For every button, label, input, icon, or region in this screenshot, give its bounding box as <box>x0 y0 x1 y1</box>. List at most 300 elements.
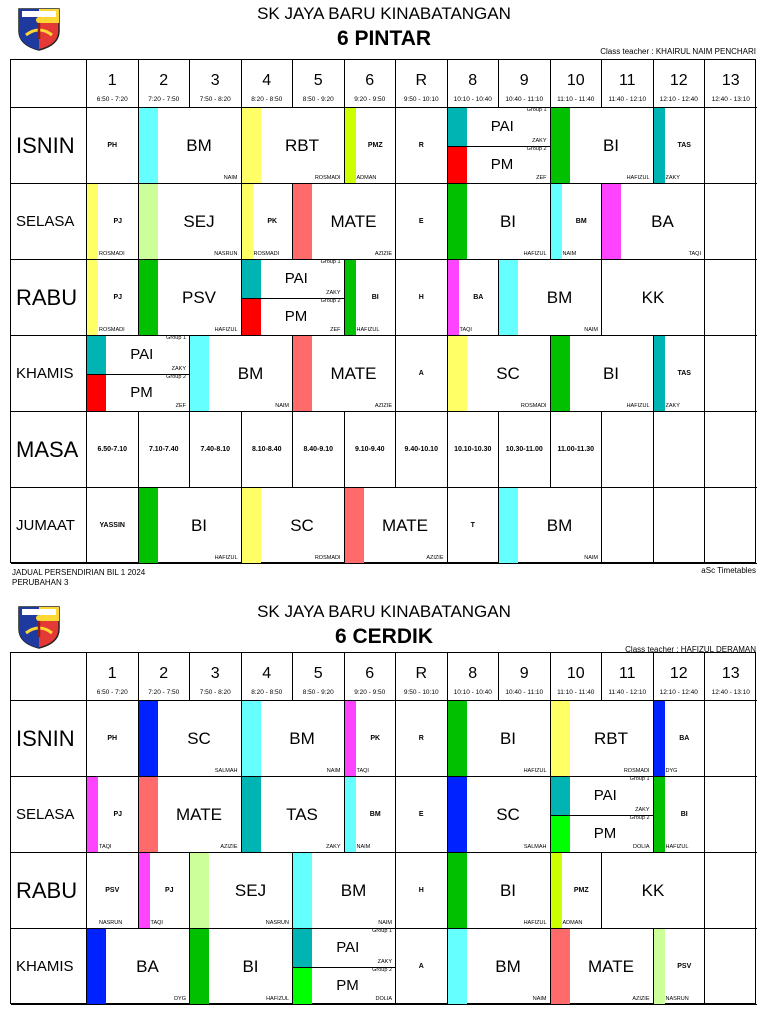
split-lesson-top <box>448 108 550 146</box>
lesson-cell <box>87 260 139 336</box>
school-name: SK JAYA BARU KINABATANGAN <box>257 4 511 23</box>
teacher-name: ROSMADI <box>314 555 341 561</box>
lesson-cell <box>242 184 294 260</box>
teacher-name: ZEF <box>330 327 341 333</box>
teacher-name: ZEF <box>175 403 186 409</box>
period-time: 11:10 - 11:40 <box>557 689 595 696</box>
period-number: 6 <box>365 665 375 682</box>
period-number: 13 <box>721 665 740 682</box>
period-number: 2 <box>159 665 169 682</box>
period-time: 7:50 - 8:20 <box>199 96 231 103</box>
lesson-cell <box>345 701 397 777</box>
teacher-name: NAIM <box>378 920 392 926</box>
teacher-name: SALMAH <box>214 768 238 774</box>
subject-name: SC <box>496 363 520 383</box>
subject-color-bar <box>602 184 621 259</box>
subject-color-bar <box>242 701 261 776</box>
day-label: MASA <box>11 412 87 488</box>
teacher-name: AZIZIE <box>632 996 650 1002</box>
split-lesson-bottom <box>293 967 395 1005</box>
lesson-cell <box>139 184 242 260</box>
subject-name: PM <box>490 156 514 174</box>
subject-name: BI <box>242 956 259 976</box>
teacher-name: NASRUN <box>214 251 238 257</box>
lesson-cell <box>396 701 448 777</box>
subject-color-bar <box>139 184 158 259</box>
subject-name: BI <box>602 363 620 383</box>
period-header <box>139 653 191 701</box>
subject-color-bar <box>448 184 467 259</box>
period-number: 12 <box>669 665 688 682</box>
subject-name: PM <box>130 384 153 402</box>
subject-name: BI <box>499 211 517 231</box>
period-number: 9 <box>519 665 529 682</box>
teacher-name: ZAKY <box>635 806 650 813</box>
teacher-name: HAFIZUL <box>523 251 547 257</box>
teacher-name: ZAKY <box>665 175 680 181</box>
lesson-cell <box>654 929 706 1005</box>
subject-name: PMZ <box>367 142 383 149</box>
lesson-cell <box>654 777 706 853</box>
teacher-name: ADMAN <box>356 175 377 181</box>
lesson-cell <box>87 336 190 412</box>
lesson-cell <box>396 260 448 336</box>
subject-name <box>602 412 653 487</box>
subject-name <box>705 488 757 563</box>
lesson-cell <box>448 184 551 260</box>
lesson-cell <box>602 488 654 564</box>
subject-name: PH <box>107 142 118 149</box>
subject-name: PAI <box>593 787 617 805</box>
teacher-name: NAIM <box>275 403 289 409</box>
lesson-cell <box>87 184 139 260</box>
subject-color-bar <box>551 853 562 928</box>
period-header <box>345 60 397 108</box>
subject-name: BM <box>575 218 587 225</box>
period-header <box>499 653 551 701</box>
subject-color-bar <box>654 929 665 1004</box>
day-label: RABU <box>11 260 87 336</box>
period-time: 10:10 - 10:40 <box>453 96 492 103</box>
lesson-cell <box>448 701 551 777</box>
split-lesson-top <box>293 929 395 967</box>
group-label: Group 2 <box>166 373 186 380</box>
lesson-cell <box>551 184 603 260</box>
subject-name: PAI <box>490 118 514 136</box>
subject-name: 7.40-8.10 <box>200 446 231 453</box>
lesson-cell <box>190 412 242 488</box>
subject-name: BI <box>680 811 688 818</box>
teacher-name: NASRUN <box>99 920 123 926</box>
subject-name: YASSIN <box>99 522 125 529</box>
day-label: JUMAAT <box>11 488 87 564</box>
subject-color-bar <box>139 777 158 852</box>
lesson-cell <box>242 488 345 564</box>
subject-color-bar <box>87 375 106 412</box>
period-time: 11:10 - 11:40 <box>557 96 595 103</box>
subject-name <box>705 260 757 335</box>
teacher-name: HAFIZUL <box>523 768 547 774</box>
teacher-name: ROSMADI <box>314 175 341 181</box>
lesson-cell <box>396 777 448 853</box>
lesson-cell <box>705 260 757 336</box>
lesson-cell <box>396 336 448 412</box>
teacher-name: HAFIZUL <box>214 555 238 561</box>
lesson-cell <box>345 108 397 184</box>
subject-color-bar <box>345 701 356 776</box>
period-header <box>551 60 603 108</box>
lesson-cell <box>705 336 757 412</box>
subject-color-bar <box>551 701 570 776</box>
subject-name: PSV <box>181 287 217 307</box>
lesson-cell <box>602 412 654 488</box>
lesson-cell <box>345 488 448 564</box>
teacher-name: AZIZIE <box>426 555 444 561</box>
subject-name: KK <box>641 880 665 900</box>
lesson-cell <box>551 412 603 488</box>
period-time: 10:10 - 10:40 <box>453 689 492 696</box>
group-label: Group 1 <box>166 336 186 341</box>
subject-color-bar <box>448 777 467 852</box>
lesson-cell <box>190 853 293 929</box>
subject-color-bar <box>345 260 356 335</box>
subject-name: H <box>418 294 424 301</box>
day-label: KHAMIS <box>11 929 87 1005</box>
footer-revision: PERUBAHAN 3 <box>12 578 69 587</box>
period-header <box>654 60 706 108</box>
split-lesson-bottom <box>242 298 344 336</box>
subject-name: MATE <box>382 515 428 535</box>
lesson-cell <box>87 488 139 564</box>
subject-color-bar <box>654 108 665 183</box>
subject-name: BI <box>499 880 517 900</box>
lesson-cell <box>705 108 757 184</box>
teacher-name: ZEF <box>536 175 547 181</box>
teacher-name: NAIM <box>584 327 598 333</box>
lesson-cell <box>242 412 294 488</box>
subject-name <box>654 488 705 563</box>
teacher-name: ZAKY <box>665 403 680 409</box>
period-time: 12:10 - 12:40 <box>659 689 698 696</box>
lesson-cell <box>139 701 242 777</box>
group-label: Group 2 <box>372 966 392 973</box>
lesson-cell <box>654 488 706 564</box>
period-time: 8:20 - 8:50 <box>251 689 283 696</box>
subject-name: PAI <box>284 270 308 288</box>
period-header <box>705 653 757 701</box>
lesson-cell <box>396 108 448 184</box>
subject-name: BM <box>186 135 212 155</box>
subject-color-bar <box>242 488 261 563</box>
lesson-cell <box>551 701 654 777</box>
lesson-cell <box>551 336 654 412</box>
subject-name <box>705 336 757 411</box>
teacher-name: NAIM <box>562 251 577 257</box>
period-header <box>87 60 139 108</box>
period-time: 10:40 - 11:10 <box>505 96 544 103</box>
subject-name: SC <box>496 804 520 824</box>
subject-name: 10.10-10.30 <box>454 446 492 453</box>
subject-color-bar <box>139 260 158 335</box>
period-number: 11 <box>618 72 636 89</box>
lesson-cell <box>551 108 654 184</box>
period-number: 8 <box>468 665 478 682</box>
subject-name: PAI <box>130 346 154 364</box>
lesson-cell <box>87 777 139 853</box>
subject-name: BI <box>371 294 379 301</box>
period-time: 11:40 - 12:10 <box>608 689 647 696</box>
split-lesson-top <box>87 336 189 374</box>
lesson-cell <box>705 777 757 853</box>
period-header <box>448 60 500 108</box>
period-time: 6:50 - 7:20 <box>96 689 128 696</box>
subject-color-bar <box>242 108 261 183</box>
day-label: ISNIN <box>11 701 87 777</box>
subject-name: MATE <box>330 211 377 231</box>
subject-name: 6.50-7.10 <box>97 446 128 453</box>
subject-name <box>705 184 757 259</box>
period-time: 9:20 - 9:50 <box>354 96 386 103</box>
subject-name: H <box>418 887 424 894</box>
period-number: 10 <box>566 72 585 89</box>
period-number: 4 <box>262 72 272 89</box>
period-time: 7:50 - 8:20 <box>199 689 231 696</box>
lesson-cell <box>654 336 706 412</box>
subject-name: MATE <box>176 804 222 824</box>
lesson-cell <box>602 184 705 260</box>
subject-name: BA <box>679 735 690 742</box>
teacher-name: TAQI <box>688 251 701 257</box>
period-header <box>293 653 345 701</box>
subject-color-bar <box>345 108 356 183</box>
subject-color-bar <box>87 336 106 374</box>
teacher-name: NAIM <box>532 996 547 1002</box>
lesson-cell <box>705 929 757 1005</box>
subject-name: MATE <box>330 363 377 383</box>
lesson-cell <box>654 412 706 488</box>
subject-color-bar <box>448 147 467 184</box>
subject-color-bar <box>448 929 467 1004</box>
subject-color-bar <box>190 336 209 411</box>
group-label: Group 2 <box>629 814 650 821</box>
split-lesson-bottom <box>448 146 550 184</box>
subject-color-bar <box>654 777 665 852</box>
period-time: 8:50 - 9:20 <box>302 689 334 696</box>
lesson-cell <box>242 260 345 336</box>
lesson-cell <box>87 701 139 777</box>
subject-name: SEJ <box>234 880 267 900</box>
lesson-cell <box>448 260 500 336</box>
teacher-name: TAQI <box>150 920 163 926</box>
teacher-name: SALMAH <box>523 844 547 850</box>
subject-name: 11.00-11.30 <box>557 446 595 453</box>
lesson-cell <box>705 488 757 564</box>
period-time: 9:20 - 9:50 <box>354 689 386 696</box>
subject-color-bar <box>448 108 467 146</box>
lesson-cell <box>242 701 345 777</box>
period-number: 9 <box>519 72 529 89</box>
subject-name: BM <box>340 880 367 900</box>
teacher-name: HAFIZUL <box>266 996 289 1002</box>
group-label: Group 2 <box>320 297 341 304</box>
subject-name: PM <box>284 308 308 326</box>
subject-name: R <box>418 142 424 149</box>
subject-color-bar <box>551 929 570 1004</box>
teacher-name: NAIM <box>584 555 598 561</box>
period-time: 8:50 - 9:20 <box>302 96 334 103</box>
teacher-name: HAFIZUL <box>626 403 650 409</box>
subject-name: BM <box>546 515 573 535</box>
footer-generator: aSc Timetables <box>701 566 756 575</box>
subject-name: PAI <box>336 939 360 957</box>
teacher-name: ROSMADI <box>520 403 547 409</box>
subject-name: PJ <box>113 811 123 818</box>
period-header <box>705 60 757 108</box>
subject-name: PJ <box>113 294 123 301</box>
teacher-name: TAQI <box>356 768 369 774</box>
subject-name: PJ <box>164 887 174 894</box>
subject-name: BM <box>546 287 573 307</box>
subject-name: T <box>470 522 475 529</box>
teacher-name: ZAKY <box>532 137 547 144</box>
subject-color-bar <box>190 853 209 928</box>
teacher-name: DYG <box>665 768 678 774</box>
teacher-name: NAIM <box>356 844 371 850</box>
lesson-cell <box>602 853 705 929</box>
period-header <box>448 653 500 701</box>
lesson-cell <box>87 853 139 929</box>
subject-color-bar <box>551 816 570 853</box>
teacher-name: HAFIZUL <box>665 844 689 850</box>
day-label: KHAMIS <box>11 336 87 412</box>
period-header <box>293 60 345 108</box>
subject-color-bar <box>654 336 665 411</box>
period-header <box>242 653 294 701</box>
period-header <box>654 653 706 701</box>
period-number: R <box>415 665 428 682</box>
teacher-name: HAFIZUL <box>523 920 547 926</box>
lesson-cell <box>139 260 242 336</box>
teacher-name: ZAKY <box>377 958 392 965</box>
period-time: 9:50 - 10:10 <box>403 689 439 696</box>
group-label: Group 1 <box>629 777 650 782</box>
subject-name: E <box>418 218 424 225</box>
period-header <box>87 653 139 701</box>
subject-color-bar <box>345 777 356 852</box>
timetable-grid <box>10 652 756 1004</box>
subject-name: RBT <box>285 135 319 155</box>
subject-name: BA <box>136 956 159 976</box>
subject-name: PMZ <box>573 887 589 894</box>
footer-note: JADUAL PERSENDIRIAN BIL 1 2024 <box>12 568 146 577</box>
lesson-cell <box>139 488 242 564</box>
subject-name: PM <box>336 977 359 995</box>
teacher-name: TAQI <box>459 327 472 333</box>
subject-name: PK <box>370 735 381 742</box>
subject-name: PSV <box>105 887 120 894</box>
teacher-name: DOLIA <box>375 996 392 1002</box>
lesson-cell <box>654 108 706 184</box>
lesson-cell <box>190 929 293 1005</box>
subject-name: PSV <box>677 963 692 970</box>
subject-name <box>705 777 757 852</box>
lesson-cell <box>448 412 500 488</box>
period-number: 11 <box>618 665 636 682</box>
lesson-cell <box>242 777 345 853</box>
school-name: SK JAYA BARU KINABATANGAN <box>257 602 511 621</box>
teacher-name: ROSMADI <box>99 327 125 333</box>
lesson-cell <box>551 777 654 853</box>
subject-name <box>705 853 757 928</box>
teacher-name: DYG <box>174 996 186 1002</box>
subject-name: KK <box>641 287 665 307</box>
subject-name: 9.10-9.40 <box>354 446 385 453</box>
period-number: 5 <box>313 72 323 89</box>
subject-color-bar <box>139 701 158 776</box>
lesson-cell <box>293 412 345 488</box>
lesson-cell <box>551 853 603 929</box>
period-time: 7:20 - 7:50 <box>148 96 180 103</box>
period-number: 3 <box>210 665 220 682</box>
subject-name: BM <box>369 811 381 818</box>
subject-name <box>705 412 757 487</box>
class-teacher: Class teacher : HAFIZUL DERAMAN <box>625 645 756 654</box>
split-lesson-bottom <box>87 374 189 412</box>
lesson-cell <box>448 488 500 564</box>
subject-name: BA <box>651 211 674 231</box>
period-number: 5 <box>313 665 323 682</box>
teacher-name: HAFIZUL <box>214 327 238 333</box>
subject-name: BI <box>499 728 517 748</box>
subject-name: BA <box>473 294 484 301</box>
subject-name: BM <box>495 956 521 976</box>
subject-name <box>705 929 757 1004</box>
subject-color-bar <box>345 488 364 563</box>
subject-color-bar <box>87 777 98 852</box>
lesson-cell <box>448 336 551 412</box>
subject-color-bar <box>293 336 312 411</box>
lesson-cell <box>499 260 602 336</box>
subject-color-bar <box>190 929 209 1004</box>
teacher-name: NAIM <box>326 768 341 774</box>
lesson-cell <box>396 929 448 1005</box>
teacher-name: HAFIZUL <box>626 175 650 181</box>
subject-color-bar <box>448 260 459 335</box>
class-name: 6 CERDIK <box>334 625 434 648</box>
subject-name: 10.30-11.00 <box>505 446 543 453</box>
subject-name: R <box>418 735 424 742</box>
period-time: 9:50 - 10:10 <box>403 96 439 103</box>
period-number: 3 <box>210 72 220 89</box>
day-label: SELASA <box>11 184 87 260</box>
lesson-cell <box>602 260 705 336</box>
lesson-cell <box>87 929 190 1005</box>
lesson-cell <box>396 412 448 488</box>
period-time: 6:50 - 7:20 <box>96 96 128 103</box>
subject-color-bar <box>448 336 467 411</box>
lesson-cell <box>139 853 191 929</box>
period-header <box>190 60 242 108</box>
subject-name: 7.10-7.40 <box>148 446 179 453</box>
teacher-name: AZIZIE <box>220 844 238 850</box>
subject-color-bar <box>139 488 158 563</box>
period-header <box>499 60 551 108</box>
lesson-cell <box>87 108 139 184</box>
day-label: SELASA <box>11 777 87 853</box>
class-teacher: Class teacher : KHAIRUL NAIM PENCHARI <box>600 47 756 56</box>
timetable-grid <box>10 59 756 563</box>
subject-color-bar <box>293 853 312 928</box>
